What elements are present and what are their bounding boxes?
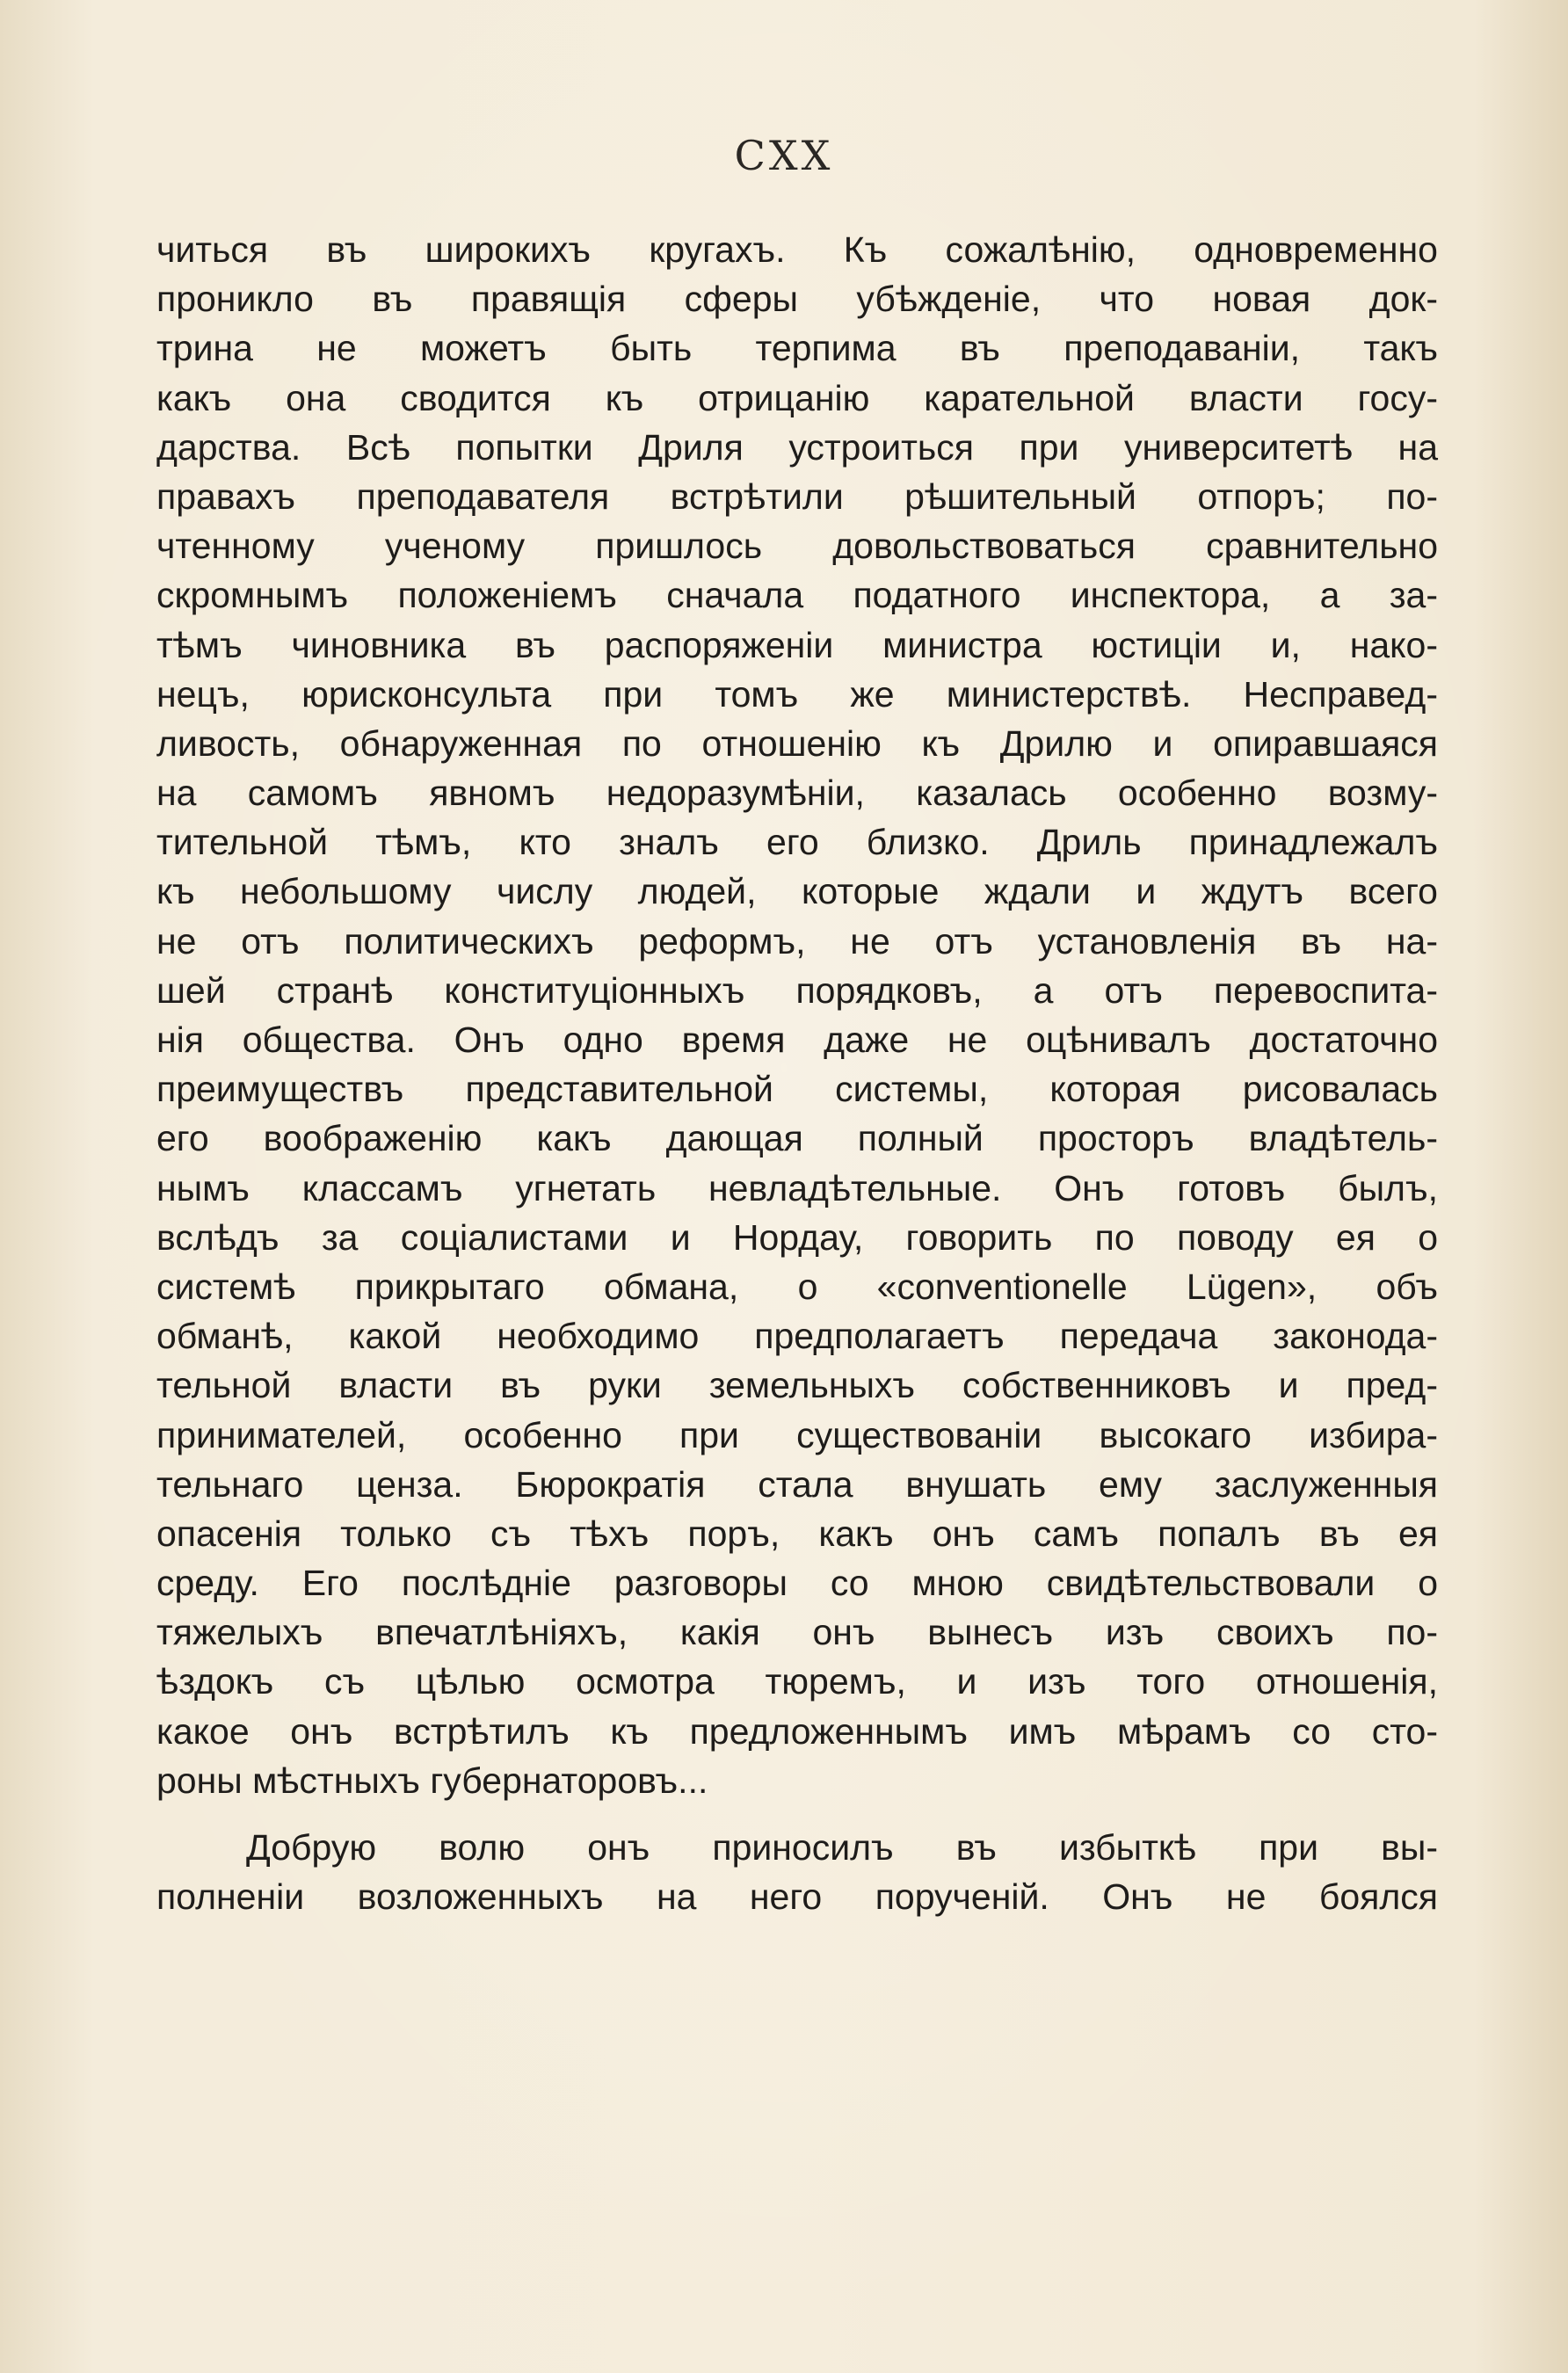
- text-line: Добрую волю онъ приносилъ въ избыткѣ при вы-: [246, 1827, 1438, 1868]
- text-line: тительной тѣмъ, кто зналъ его близко. Дриль принадлежалъ: [156, 822, 1438, 863]
- text-line: читься въ широкихъ кругахъ. Къ сожалѣнію, одновременно: [156, 229, 1438, 270]
- text-line: полненіи возложенныхъ на него порученій. Онъ не боялся: [156, 1876, 1438, 1918]
- body-text: [156, 225, 1438, 1921]
- paragraph-2: [156, 1823, 1438, 1921]
- text-line: роны мѣстныхъ губернаторовъ...: [156, 1760, 708, 1801]
- text-line: преимуществъ представительной системы, которая рисовалась: [156, 1069, 1438, 1110]
- text-line: ливость, обнаруженная по отношенію къ Дрилю и опиравшаяся: [156, 722, 1438, 764]
- text-line: среду. Его послѣдніе разговоры со мною свидѣтельствовали о: [156, 1563, 1438, 1604]
- text-line: его воображенію какъ дающая полный просторъ владѣтель-: [156, 1118, 1438, 1159]
- text-line: ѣздокъ съ цѣлью осмотра тюремъ, и изъ того отношенія,: [156, 1661, 1438, 1702]
- text-line: нія общества. Онъ одно время даже не оцѣнивалъ достаточно: [156, 1020, 1438, 1060]
- text-line: не отъ политическихъ реформъ, не отъ установленія въ на-: [156, 920, 1438, 962]
- text-line: тельнаго ценза. Бюрократія стала внушать ему заслуженныя: [156, 1463, 1438, 1505]
- text-line: тельной власти въ руки земельныхъ собственниковъ и пред-: [156, 1365, 1438, 1406]
- text-line: тяжелыхъ впечатлѣніяхъ, какія онъ вынесъ изъ своихъ по-: [156, 1612, 1438, 1653]
- text-line: тѣмъ чиновника въ распоряженіи министра юстиціи и, нако-: [156, 624, 1438, 665]
- text-line: нымъ классамъ угнетать невладѣтельные. Онъ готовъ былъ,: [156, 1167, 1438, 1208]
- text-line: принимателей, особенно при существованіи высокаго избира-: [156, 1414, 1438, 1455]
- text-line: дарства. Всѣ попытки Дриля устроиться при университетѣ на: [156, 426, 1438, 468]
- text-line: вслѣдъ за соціалистами и Нордау, говорить по поводу ея о: [156, 1216, 1438, 1258]
- text-line: шей странѣ конституціонныхъ порядковъ, а отъ перевоспита-: [156, 969, 1438, 1011]
- text-line: нецъ, юрисконсульта при томъ же министерствѣ. Несправед-: [156, 673, 1438, 715]
- text-line: системѣ прикрытаго обмана, о «conventionelle Lügen», объ: [156, 1266, 1438, 1307]
- text-line: правахъ преподавателя встрѣтили рѣшительный отпоръ; по-: [156, 475, 1438, 517]
- text-line: трина не можетъ быть терпима въ преподаваніи, такъ: [156, 328, 1438, 369]
- text-line: какое онъ встрѣтилъ къ предложеннымъ имъ мѣрамъ со сто-: [156, 1710, 1438, 1752]
- text-line: опасенія только съ тѣхъ поръ, какъ онъ самъ попалъ въ ея: [156, 1513, 1438, 1554]
- text-line: чтенному ученому пришлось довольствоваться сравнительно: [156, 526, 1438, 567]
- text-line: обманѣ, какой необходимо предполагаетъ передача законода-: [156, 1316, 1438, 1357]
- text-line: проникло въ правящія сферы убѣжденіе, что новая док-: [156, 279, 1438, 320]
- paragraph-1: [156, 225, 1438, 1805]
- text-line: скромнымъ положеніемъ сначала податного инспектора, а за-: [156, 575, 1438, 616]
- text-line: къ небольшому числу людей, которые ждали и ждутъ всего: [156, 871, 1438, 912]
- text-line: на самомъ явномъ недоразумѣніи, казалась особенно возму-: [156, 773, 1438, 814]
- page-number: CXX: [734, 132, 834, 179]
- paragraph-gap: [156, 1805, 1438, 1823]
- text-line: какъ она сводится къ отрицанію карательной власти госу-: [156, 377, 1438, 418]
